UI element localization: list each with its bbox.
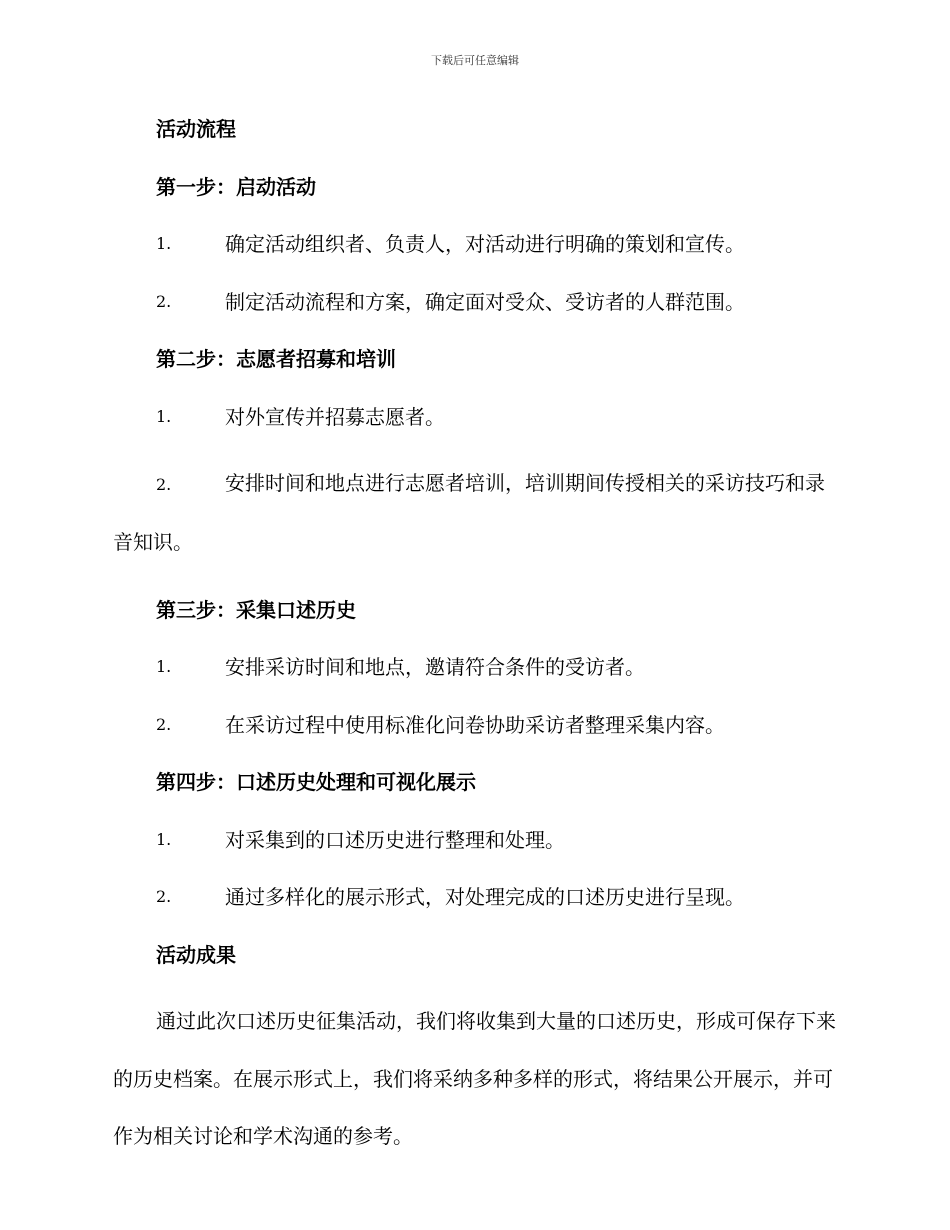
results-paragraph: 通过此次口述历史征集活动，我们将收集到大量的口述历史，形成可保存下来的历史档案。在展示形式上，我们将采纳多种多样的形式，将结果公开展示，并可作为相关讨论和学术沟通的参考。 [113, 1009, 836, 1148]
list-text: 制定活动流程和方案，确定面对受众、受访者的人群范围。 [225, 289, 745, 314]
list-item [113, 878, 837, 916]
step3-heading: 第三步：采集口述历史 [156, 597, 356, 622]
list-item [113, 398, 837, 436]
list-text: 安排采访时间和地点，邀请符合条件的受访者。 [225, 655, 645, 679]
section-heading-flow: 活动流程 [156, 117, 236, 141]
list-item [113, 283, 837, 321]
list-number: 1. [156, 234, 172, 253]
list-item-wrapped [113, 455, 837, 571]
section-heading-results: 活动成果 [156, 942, 236, 967]
list-number: 1. [156, 829, 172, 849]
step4-heading: 第四步：口述历史处理和可视化展示 [156, 770, 476, 794]
page-header-note: 下载后可任意编辑 [431, 54, 519, 67]
list-text: 对外宣传并招募志愿者。 [225, 404, 445, 429]
list-text: 确定活动组织者、负责人，对活动进行明确的策划和宣传。 [225, 232, 745, 256]
document-body [113, 110, 837, 1166]
list-item [113, 648, 837, 686]
list-number: 2. [156, 714, 172, 734]
list-item [113, 225, 837, 263]
list-number: 2. [156, 291, 172, 311]
list-text: 安排时间和地点进行志愿者培训，培训期间传授相关的采访技巧和录音知识。 [113, 471, 825, 554]
step1-heading: 第一步：启动活动 [156, 174, 316, 199]
list-text: 对采集到的口述历史进行整理和处理。 [225, 827, 565, 852]
list-number: 2. [156, 475, 172, 494]
list-item [113, 706, 837, 744]
list-number: 1. [156, 406, 172, 426]
step2-heading: 第二步：志愿者招募和培训 [156, 347, 396, 371]
list-number: 2. [156, 887, 172, 906]
list-item [113, 821, 837, 859]
list-text: 通过多样化的展示形式，对处理完成的口述历史进行呈现。 [225, 885, 745, 909]
list-text: 在采访过程中使用标准化问卷协助采访者整理采集内容。 [225, 712, 725, 737]
list-number: 1. [156, 657, 172, 676]
